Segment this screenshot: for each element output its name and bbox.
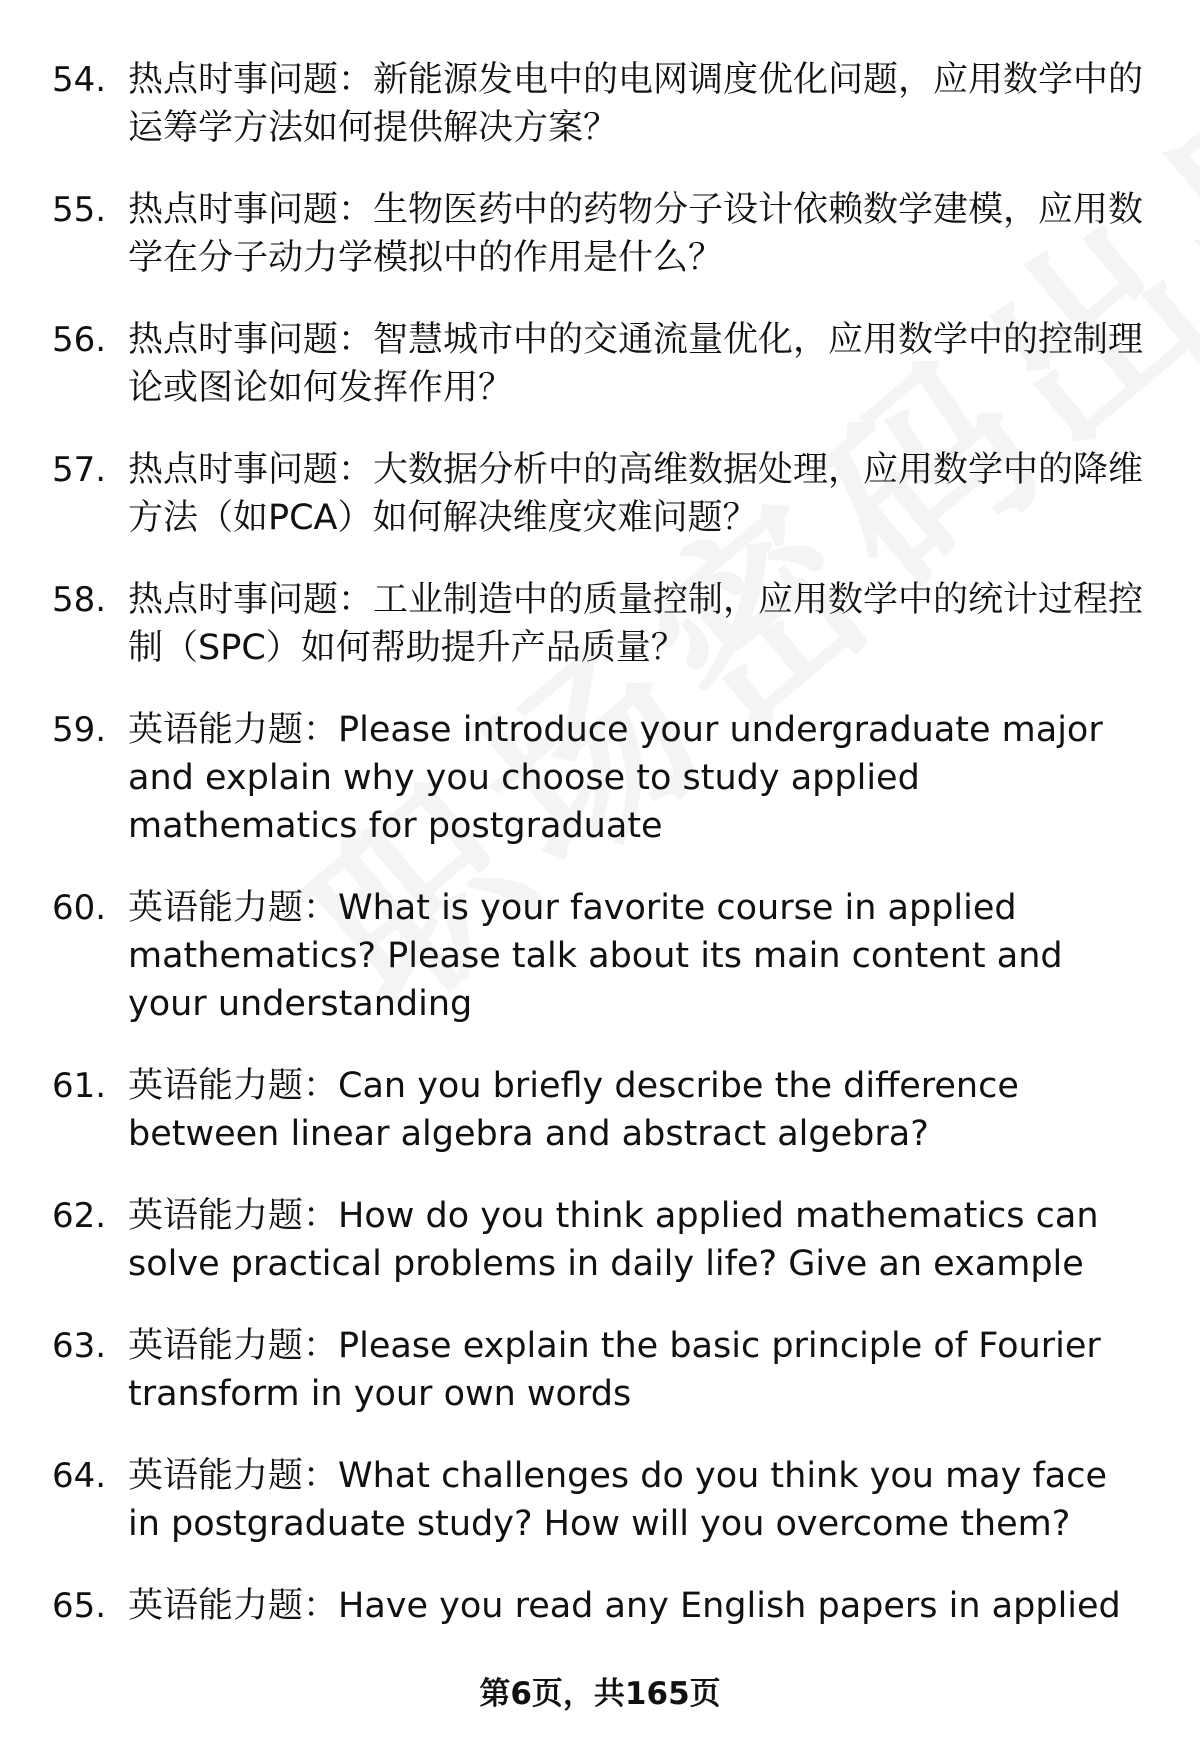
page-number-footer: 第6页，共165页 <box>479 1676 721 1712</box>
question-item <box>52 1192 1147 1288</box>
question-item <box>52 446 1147 542</box>
question-text: 热点时事问题：大数据分析中的高维数据处理，应用数学中的降维方法（如PCA）如何解决维度灾难问题？ <box>128 450 1144 538</box>
question-number: 65. <box>52 1586 107 1626</box>
question-number: 58. <box>52 580 107 620</box>
question-item <box>52 1062 1147 1158</box>
question-text: 热点时事问题：工业制造中的质量控制，应用数学中的统计过程控制（SPC）如何帮助提升产品质量？ <box>128 580 1144 668</box>
question-item <box>52 1322 1147 1418</box>
question-text: 英语能力题：What challenges do you think you may face in postgraduate study? How will you overcome them? <box>128 1456 1107 1544</box>
question-text: 热点时事问题：新能源发电中的电网调度优化问题，应用数学中的运筹学方法如何提供解决方案？ <box>128 60 1144 148</box>
question-item <box>52 706 1147 850</box>
question-text: 英语能力题：Can you briefly describe the difference between linear algebra and abstract algebra? <box>128 1066 1019 1154</box>
question-number: 61. <box>52 1066 107 1106</box>
question-number: 64. <box>52 1456 107 1496</box>
question-item <box>52 56 1147 152</box>
question-item <box>52 576 1147 672</box>
question-number: 59. <box>52 710 107 750</box>
question-number: 62. <box>52 1196 107 1236</box>
question-text: 英语能力题：Have you read any English papers in applied <box>128 1586 1121 1626</box>
question-item <box>52 1582 1147 1630</box>
question-number: 63. <box>52 1326 107 1366</box>
question-text: 热点时事问题：智慧城市中的交通流量优化，应用数学中的控制理论或图论如何发挥作用？ <box>128 320 1144 408</box>
question-item <box>52 316 1147 412</box>
question-item <box>52 186 1147 282</box>
question-text: 英语能力题：How do you think applied mathematics can solve practical problems in daily life? Give an example <box>128 1196 1099 1284</box>
question-item <box>52 884 1147 1028</box>
question-list <box>52 56 1147 1664</box>
question-item <box>52 1452 1147 1548</box>
question-number: 55. <box>52 190 107 230</box>
question-number: 60. <box>52 888 107 928</box>
question-number: 56. <box>52 320 107 360</box>
question-text: 英语能力题：What is your favorite course in applied mathematics? Please talk about its main content and your understanding <box>128 888 1063 1024</box>
question-text: 热点时事问题：生物医药中的药物分子设计依赖数学建模，应用数学在分子动力学模拟中的作用是什么？ <box>128 190 1144 278</box>
question-text: 英语能力题：Please introduce your undergraduate major and explain why you choose to study applied mathematics for postgraduate <box>128 710 1103 846</box>
question-text: 英语能力题：Please explain the basic principle of Fourier transform in your own words <box>128 1326 1101 1414</box>
question-number: 57. <box>52 450 107 490</box>
question-number: 54. <box>52 60 107 100</box>
